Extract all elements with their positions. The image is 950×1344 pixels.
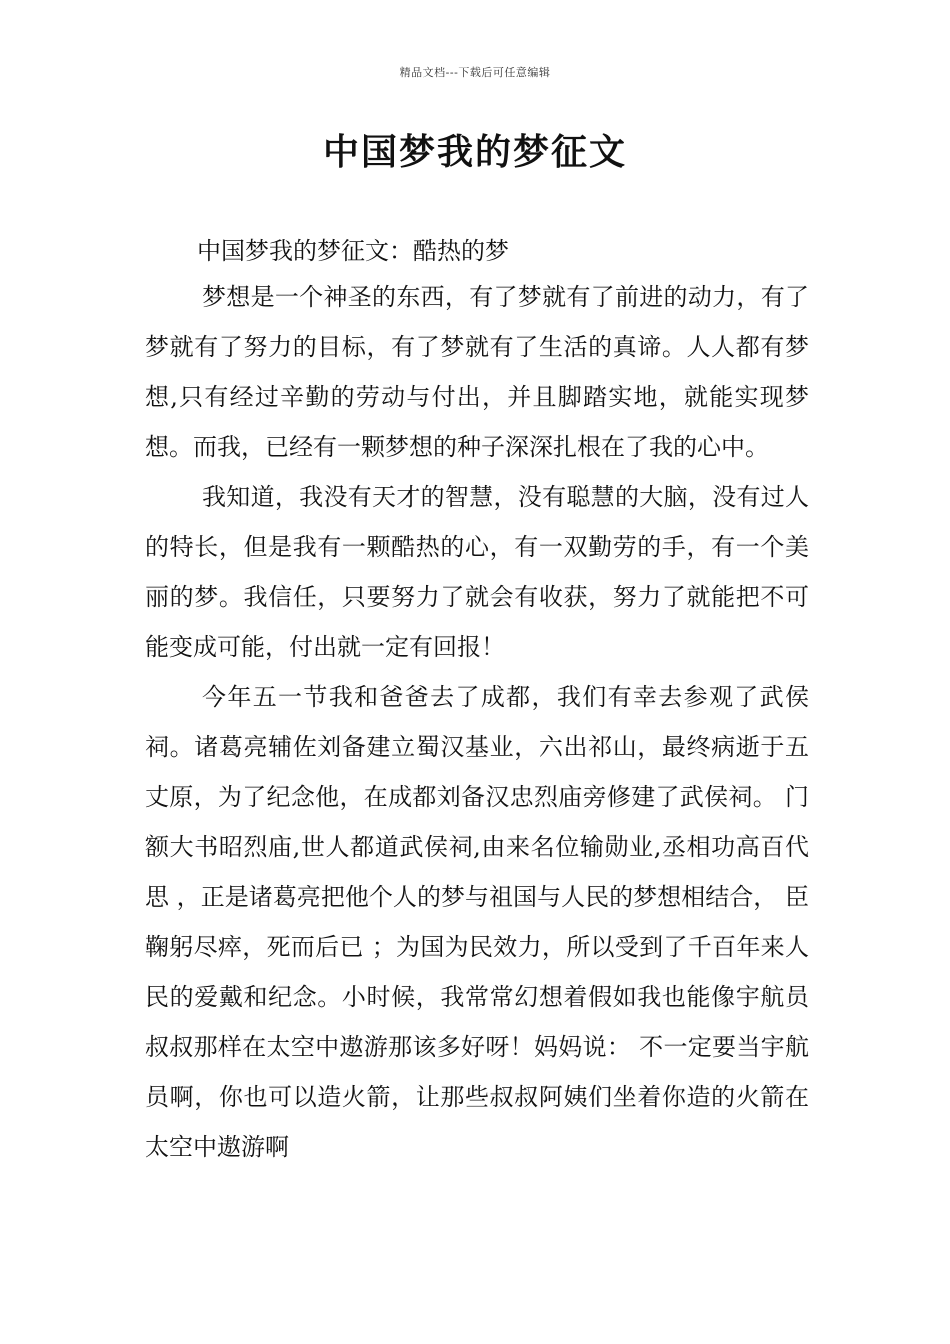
document-title: 中国梦我的梦征文 <box>322 131 627 173</box>
paragraph: 今年五一节我和爸爸去了成都，我们有幸去参观了武侯祠。诸葛亮辅佐刘备建立蜀汉基业，六出祁山，最终病逝于五丈原，为了纪念他，在成都刘备汉忠烈庙旁修建了武侯祠。 门额大书昭烈庙,世人都道武侯祠,由来名位输勋业,丞相功高百代思 ，正是诸葛亮把他个人的梦与祖国与人民的梦想相结合， 臣鞠躬尽瘁，死而后已 ；为国为民效力，所以受到了千百年来人民的爱戴和纪念。小时候，我常常幻想着假如我也能像宇航员叔叔那样在太空中遨游那该多好呀！妈妈说： 不一定要当宇航员啊，你也可以造火箭，让那些叔叔阿姨们坐着你造的火箭在太空中遨游啊 <box>145 683 809 1161</box>
document-body <box>145 272 809 1172</box>
page-header-watermark: 精品文档---下载后可任意编辑 <box>399 66 551 79</box>
document-subtitle: 中国梦我的梦征文：酷热的梦 <box>197 237 509 265</box>
paragraph: 我知道，我没有天才的智慧，没有聪慧的大脑，没有过人的特长，但是我有一颗酷热的心，有一双勤劳的手，有一个美丽的梦。我信任，只要努力了就会有收获，努力了就能把不可能变成可能，付出就一定有回报！ <box>145 483 809 661</box>
paragraph: 梦想是一个神圣的东西，有了梦就有了前进的动力，有了梦就有了努力的目标，有了梦就有了生活的真谛。人人都有梦想,只有经过辛勤的劳动与付出，并且脚踏实地，就能实现梦想。而我，已经有一颗梦想的种子深深扎根在了我的心中。 <box>145 283 809 461</box>
